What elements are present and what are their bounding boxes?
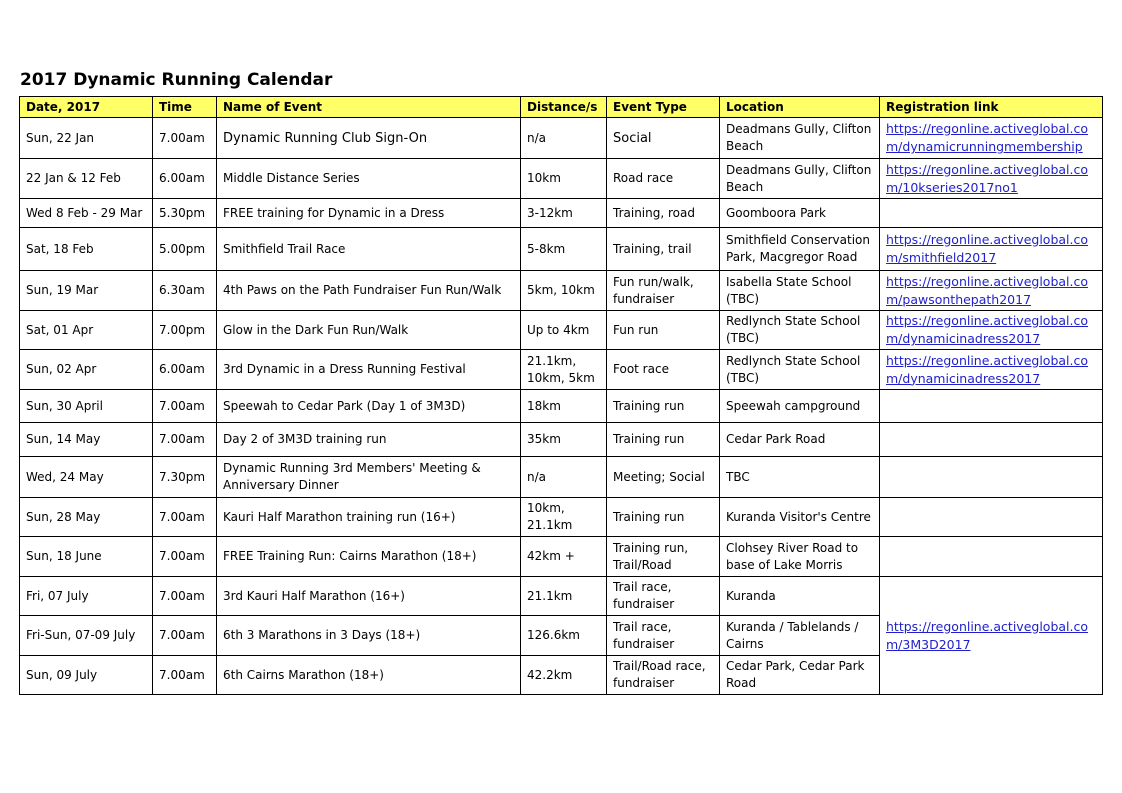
registration-link[interactable]: https://regonline.activeglobal.com/dynamicinadress2017	[886, 313, 1089, 346]
event-calendar-table	[19, 96, 1103, 695]
cell-registration-link	[880, 498, 1103, 537]
cell-event-type: Training run	[607, 498, 720, 537]
cell-registration-link	[880, 311, 1103, 350]
cell-event-name: Day 2 of 3M3D training run	[217, 423, 521, 457]
cell-location: Redlynch State School (TBC)	[720, 311, 880, 350]
table-row	[20, 271, 1103, 311]
cell-location: Clohsey River Road to base of Lake Morris	[720, 537, 880, 577]
cell-time: 7.00pm	[153, 311, 217, 350]
cell-registration-link	[880, 423, 1103, 457]
cell-location: Redlynch State School (TBC)	[720, 350, 880, 390]
table-row	[20, 423, 1103, 457]
cell-time: 6.00am	[153, 159, 217, 199]
cell-event-type: Training run, Trail/Road	[607, 537, 720, 577]
cell-event-type: Training, road	[607, 199, 720, 228]
cell-event-type: Road race	[607, 159, 720, 199]
registration-link[interactable]: https://regonline.activeglobal.com/10kseries2017no1	[886, 161, 1089, 195]
cell-location: Speewah campground	[720, 390, 880, 423]
header-time: Time	[153, 97, 217, 118]
registration-link[interactable]: https://regonline.activeglobal.com/pawsonthepath2017	[886, 273, 1089, 307]
table-row	[20, 457, 1103, 498]
table-header-row	[20, 97, 1103, 118]
cell-location: Cedar Park Road	[720, 423, 880, 457]
cell-location: TBC	[720, 457, 880, 498]
cell-distance: 18km	[521, 390, 607, 423]
cell-time: 7.00am	[153, 656, 217, 695]
cell-registration-link	[880, 457, 1103, 498]
cell-distance: 42.2km	[521, 656, 607, 695]
cell-time: 7.00am	[153, 498, 217, 537]
cell-registration-link	[880, 199, 1103, 228]
table-row	[20, 311, 1103, 350]
cell-distance: 35km	[521, 423, 607, 457]
cell-date: Sat, 01 Apr	[20, 311, 153, 350]
cell-distance: 5km, 10km	[521, 271, 607, 311]
cell-event-name: Kauri Half Marathon training run (16+)	[217, 498, 521, 537]
cell-location: Deadmans Gully, Clifton Beach	[720, 159, 880, 199]
cell-event-type: Trail race, fundraiser	[607, 577, 720, 616]
cell-event-name: 4th Paws on the Path Fundraiser Fun Run/Walk	[217, 271, 521, 311]
cell-location: Isabella State School (TBC)	[720, 271, 880, 311]
cell-distance: n/a	[521, 118, 607, 159]
registration-link[interactable]: https://regonline.activeglobal.com/3M3D2017	[886, 618, 1089, 652]
cell-event-type: Fun run	[607, 311, 720, 350]
cell-date: Fri-Sun, 07-09 July	[20, 616, 153, 656]
cell-event-type: Meeting; Social	[607, 457, 720, 498]
cell-time: 6.00am	[153, 350, 217, 390]
cell-date: Sat, 18 Feb	[20, 228, 153, 271]
cell-distance: Up to 4km	[521, 311, 607, 350]
cell-date: Sun, 22 Jan	[20, 118, 153, 159]
cell-time: 7.00am	[153, 577, 217, 616]
cell-event-name: Glow in the Dark Fun Run/Walk	[217, 311, 521, 350]
cell-time: 7.00am	[153, 423, 217, 457]
header-distance: Distance/s	[521, 97, 607, 118]
cell-time: 7.00am	[153, 537, 217, 577]
cell-location: Deadmans Gully, Clifton Beach	[720, 118, 880, 159]
cell-date: Sun, 18 June	[20, 537, 153, 577]
cell-event-name: Smithfield Trail Race	[217, 228, 521, 271]
cell-date: Sun, 02 Apr	[20, 350, 153, 390]
table-row	[20, 390, 1103, 423]
cell-distance: 42km +	[521, 537, 607, 577]
cell-event-type: Training, trail	[607, 228, 720, 271]
cell-event-type: Fun run/walk, fundraiser	[607, 271, 720, 311]
cell-event-type: Foot race	[607, 350, 720, 390]
cell-distance: 126.6km	[521, 616, 607, 656]
cell-event-name: Middle Distance Series	[217, 159, 521, 199]
cell-date: Wed, 24 May	[20, 457, 153, 498]
cell-registration-link	[880, 159, 1103, 199]
header-event-name: Name of Event	[217, 97, 521, 118]
cell-time: 5.00pm	[153, 228, 217, 271]
cell-event-name: Speewah to Cedar Park (Day 1 of 3M3D)	[217, 390, 521, 423]
cell-registration-link	[880, 390, 1103, 423]
cell-date: Sun, 19 Mar	[20, 271, 153, 311]
cell-distance: 21.1km	[521, 577, 607, 616]
cell-registration-link	[880, 577, 1103, 695]
registration-link[interactable]: https://regonline.activeglobal.com/smithfield2017	[886, 232, 1089, 265]
header-event-type: Event Type	[607, 97, 720, 118]
table-row	[20, 159, 1103, 199]
cell-location: Kuranda	[720, 577, 880, 616]
cell-time: 7.00am	[153, 390, 217, 423]
cell-event-name: 3rd Dynamic in a Dress Running Festival	[217, 350, 521, 390]
page-title: 2017 Dynamic Running Calendar	[20, 70, 333, 90]
cell-registration-link	[880, 271, 1103, 311]
cell-location: Cedar Park, Cedar Park Road	[720, 656, 880, 695]
table-row	[20, 118, 1103, 159]
cell-event-type: Trail race, fundraiser	[607, 616, 720, 656]
cell-location: Kuranda / Tablelands / Cairns	[720, 616, 880, 656]
cell-distance: 5-8km	[521, 228, 607, 271]
cell-date: Sun, 28 May	[20, 498, 153, 537]
table-row	[20, 577, 1103, 616]
cell-event-name: Dynamic Running 3rd Members' Meeting & Anniversary Dinner	[217, 457, 521, 498]
cell-date: Sun, 14 May	[20, 423, 153, 457]
registration-link[interactable]: https://regonline.activeglobal.com/dynamicrunningmembership	[886, 121, 1089, 154]
table-row	[20, 350, 1103, 390]
cell-time: 7.00am	[153, 616, 217, 656]
cell-distance: 10km	[521, 159, 607, 199]
cell-registration-link	[880, 118, 1103, 159]
cell-location: Smithfield Conservation Park, Macgregor Road	[720, 228, 880, 271]
cell-time: 6.30am	[153, 271, 217, 311]
cell-event-name: 3rd Kauri Half Marathon (16+)	[217, 577, 521, 616]
cell-date: Wed 8 Feb - 29 Mar	[20, 199, 153, 228]
cell-date: Fri, 07 July	[20, 577, 153, 616]
cell-event-type: Training run	[607, 423, 720, 457]
cell-registration-link	[880, 537, 1103, 577]
cell-distance: 10km, 21.1km	[521, 498, 607, 537]
cell-event-type: Social	[607, 118, 720, 159]
cell-time: 7.30pm	[153, 457, 217, 498]
cell-date: Sun, 09 July	[20, 656, 153, 695]
cell-event-name: 6th 3 Marathons in 3 Days (18+)	[217, 616, 521, 656]
table-row	[20, 199, 1103, 228]
header-date: Date, 2017	[20, 97, 153, 118]
cell-event-name: FREE Training Run: Cairns Marathon (18+)	[217, 537, 521, 577]
registration-link[interactable]: https://regonline.activeglobal.com/dynamicinadress2017	[886, 352, 1089, 386]
cell-event-type: Trail/Road race, fundraiser	[607, 656, 720, 695]
cell-registration-link	[880, 228, 1103, 271]
cell-time: 7.00am	[153, 118, 217, 159]
cell-event-name: Dynamic Running Club Sign-On	[217, 118, 521, 159]
header-location: Location	[720, 97, 880, 118]
cell-distance: n/a	[521, 457, 607, 498]
table-row	[20, 537, 1103, 577]
cell-location: Goomboora Park	[720, 199, 880, 228]
cell-date: Sun, 30 April	[20, 390, 153, 423]
cell-location: Kuranda Visitor's Centre	[720, 498, 880, 537]
header-registration-link: Registration link	[880, 97, 1103, 118]
cell-time: 5.30pm	[153, 199, 217, 228]
cell-event-name: 6th Cairns Marathon (18+)	[217, 656, 521, 695]
cell-event-type: Training run	[607, 390, 720, 423]
cell-event-name: FREE training for Dynamic in a Dress	[217, 199, 521, 228]
cell-date: 22 Jan & 12 Feb	[20, 159, 153, 199]
table-row	[20, 498, 1103, 537]
table-row	[20, 228, 1103, 271]
cell-distance: 3-12km	[521, 199, 607, 228]
cell-distance: 21.1km, 10km, 5km	[521, 350, 607, 390]
cell-registration-link	[880, 350, 1103, 390]
